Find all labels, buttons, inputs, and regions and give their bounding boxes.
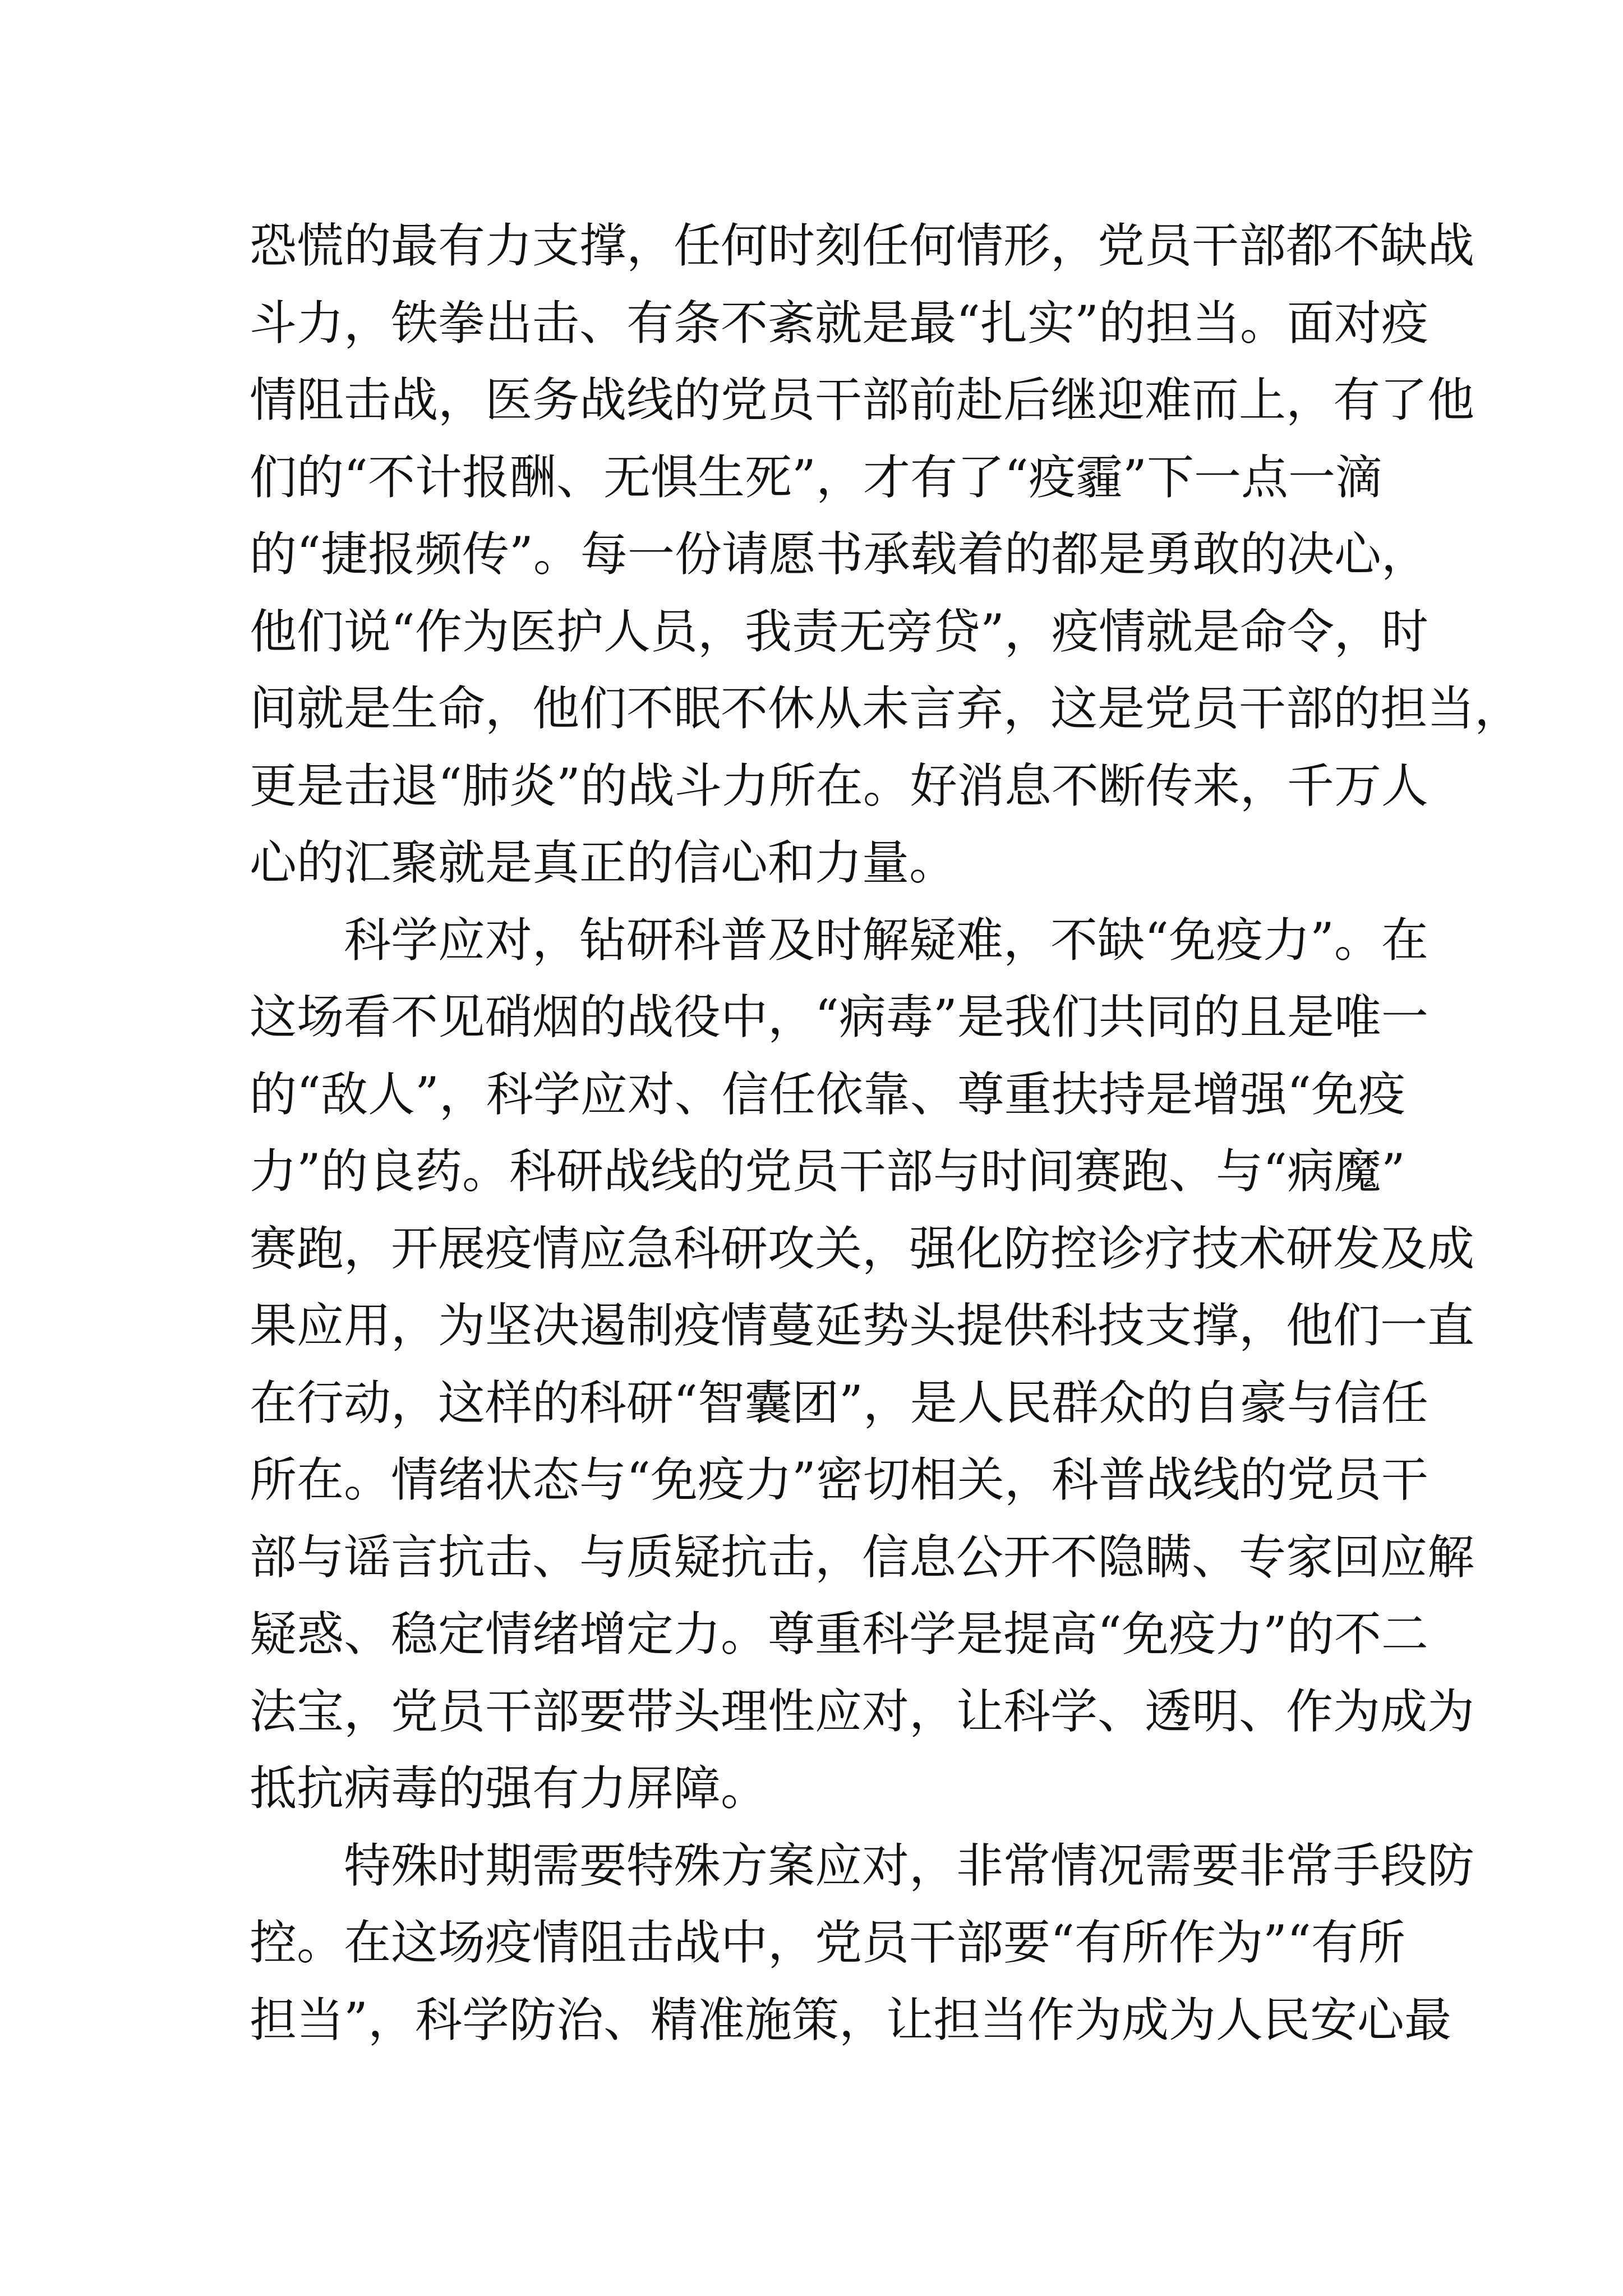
text-line: 部与谣言抗击、与质疑抗击，信息公开不隐瞒、专家回应解 xyxy=(250,1529,1475,1585)
paragraph xyxy=(250,902,1475,1828)
text-line: 在行动，这样的科研“智囊团”，是人民群众的自豪与信任 xyxy=(250,1375,1428,1430)
text-line: 科学应对，钻研科普及时解疑难，不缺“免疫力”。在 xyxy=(344,912,1428,968)
text-line: 果应用，为坚决遏制疫情蔓延势头提供科技支撑，他们一直 xyxy=(250,1298,1475,1353)
text-line: 他们说“作为医护人员，我责无旁贷”，疫情就是命令，时 xyxy=(250,604,1428,659)
text-line: 特殊时期需要特殊方案应对，非常情况需要非常手段防 xyxy=(344,1838,1475,1893)
text-line: 情阻击战，医务战线的党员干部前赴后继迎难而上，有了他 xyxy=(250,372,1475,427)
text-line: 担当”，科学防治、精准施策，让担当作为成为人民安心最 xyxy=(250,1992,1451,2047)
text-line: 赛跑，开展疫情应急科研攻关，强化防控诊疗技术研发及成 xyxy=(250,1221,1475,1276)
text-line: 所在。情绪状态与“免疫力”密切相关，科普战线的党员干 xyxy=(250,1452,1428,1507)
text-line: 力”的良药。科研战线的党员干部与时间赛跑、与“病魔” xyxy=(250,1144,1405,1199)
text-line: 抵抗病毒的强有力屏障。 xyxy=(250,1761,768,1816)
text-line: 斗力，铁拳出击、有条不紊就是最“扎实”的担当。面对疫 xyxy=(250,295,1428,351)
text-line: 这场看不见硝烟的战役中，“病毒”是我们共同的且是唯一 xyxy=(250,990,1428,1045)
text-line: 们的“不计报酬、无惧生死”，才有了“疫霾”下一点一滴 xyxy=(250,449,1382,505)
paragraph xyxy=(250,1828,1475,2059)
text-line: 心的汇聚就是真正的信心和力量。 xyxy=(250,835,957,890)
text-line: 控。在这场疫情阻击战中，党员干部要“有所作为”“有所 xyxy=(250,1915,1405,1970)
text-line: 的“敌人”，科学应对、信任依靠、尊重扶持是增强“免疫 xyxy=(250,1066,1405,1122)
text-line: 更是击退“肺炎”的战斗力所在。好消息不断传来，千万人 xyxy=(250,758,1428,813)
text-line: 恐慌的最有力支撑，任何时刻任何情形，党员干部都不缺战 xyxy=(250,218,1475,273)
paragraph xyxy=(250,208,1522,902)
text-line: 的“捷报频传”。每一份请愿书承载着的都是勇敢的决心， xyxy=(250,527,1428,582)
body-text xyxy=(250,208,1522,2059)
text-line: 法宝，党员干部要带头理性应对，让科学、透明、作为成为 xyxy=(250,1683,1475,1739)
text-line: 间就是生命，他们不眠不休从未言弃，这是党员干部的担当， xyxy=(250,681,1522,736)
text-line: 疑惑、稳定情绪增定力。尊重科学是提高“免疫力”的不二 xyxy=(250,1607,1428,1662)
